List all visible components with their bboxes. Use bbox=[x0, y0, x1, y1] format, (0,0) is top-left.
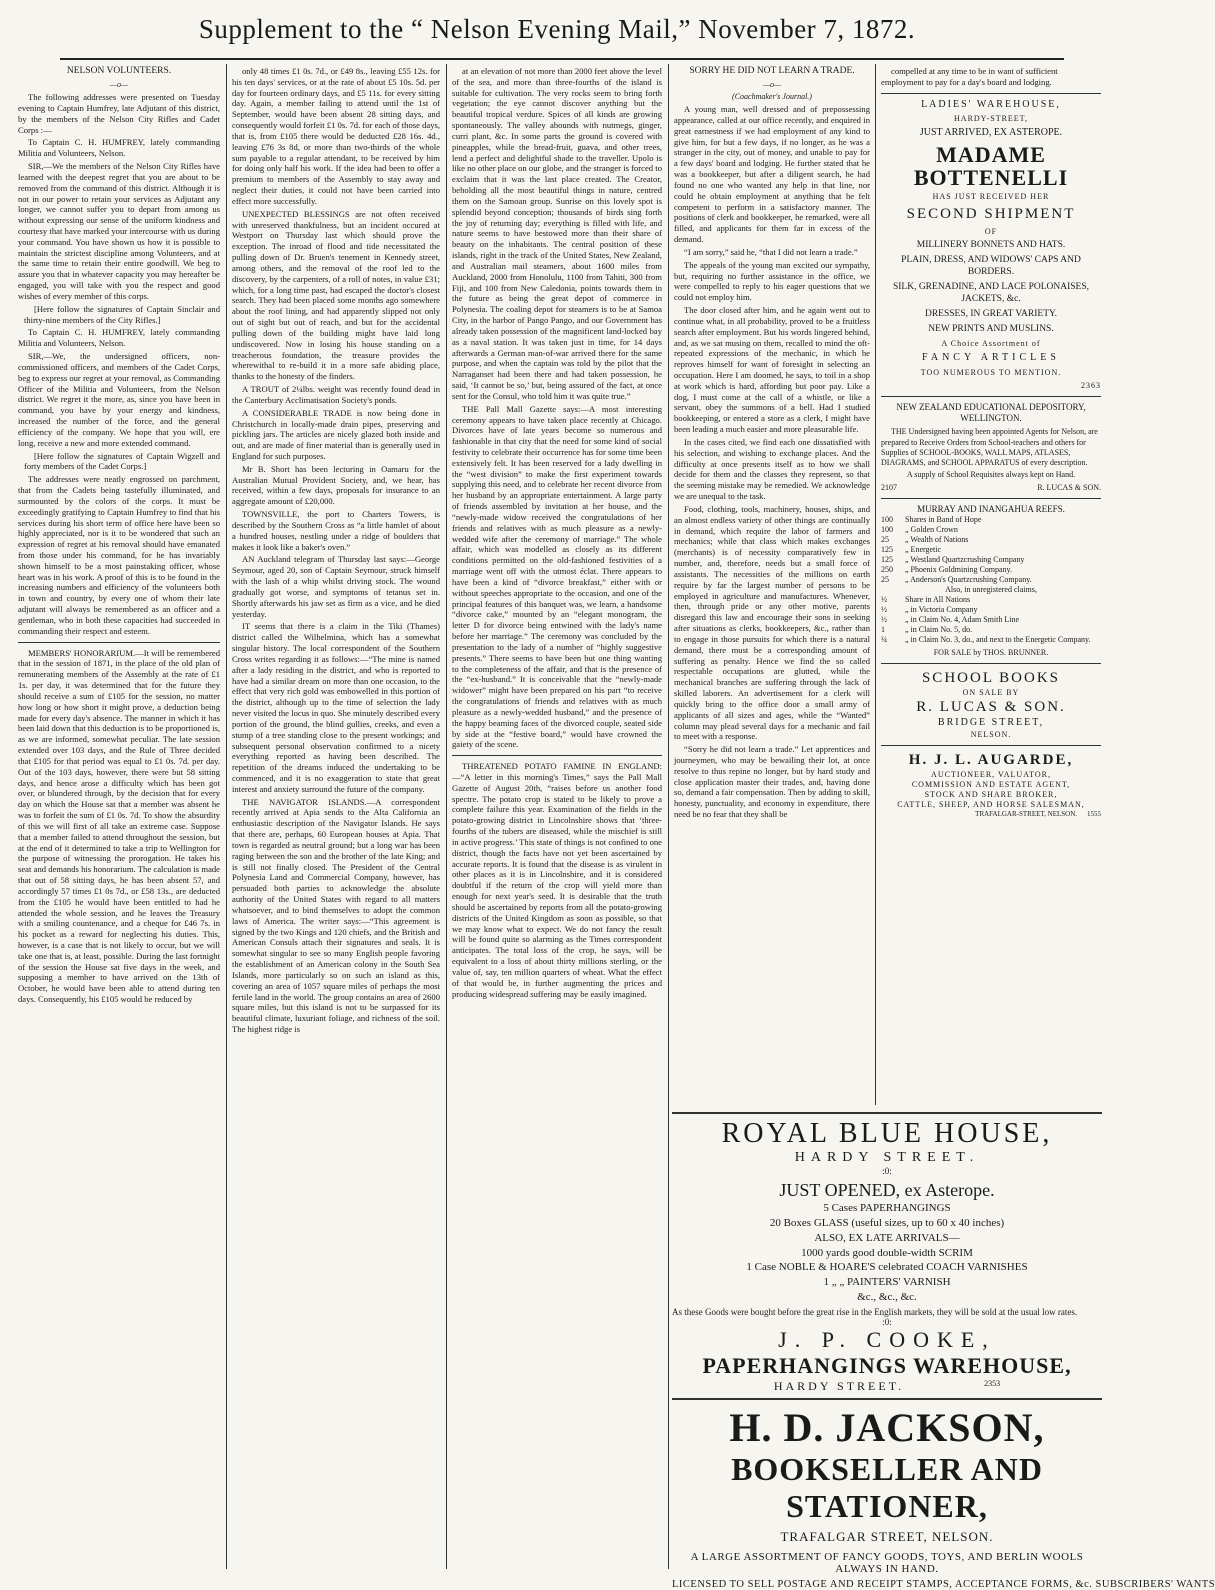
ad-line: SILK, GRENADINE, AND LACE POLONAISES, JACKETS, &c. bbox=[892, 282, 1090, 305]
paragraph: THE NAVIGATOR ISLANDS.—A correspondent recently arrived at Apia sends to the Alta California an enthusiastic description of the Navigator Islands. He says that there are, perhaps, 60 European houses at Apia. That town is regarded as neutral ground; but a long war has been raging between the son and the brother of the late King; and is still not finally closed. The President of the Central Polynesia Land and Commercial Company, however, has persuaded both parties to acknowledge the absolute authority of the United States with regard to all matters whatsoever, and to bind themselves to adopt the common laws of America. The writer says:—“This agreement is signed by the two Kings and 120 chiefs, and the British and American Consuls attach their signatures and seals. It is somewhat singular to see so many English people favoring the establishment of an American colony in the South Sea Islands, more particularly so on such an island as this, covering an area of 1057 square miles of perhaps the most fertile land in the world. The group contains an area of 2600 square miles, but this island is not to be surpassed for its beautiful climate, luxuriant foliage, and richness of the soil. The highest ridge is bbox=[232, 796, 440, 1035]
share-name: „ Energetic bbox=[905, 545, 942, 555]
ad-line: DRESSES, IN GREAT VARIETY. bbox=[924, 309, 1058, 319]
share-count: 250 bbox=[881, 565, 893, 575]
separator bbox=[452, 755, 662, 756]
reef-row bbox=[881, 535, 1101, 545]
ad-line: HARDY STREET. bbox=[794, 1150, 980, 1165]
paragraph: The door closed after him, and he again went out to continue what, in all probability, proved to be a fruitless search after employment. But his words lingered behind, and, as we sat musing on them, recalled to mind the oft-repeated expressions of the mechanic, in which he reproves himself for want of foresight in selecting an occupation. Here I am doomed, he says, to toil in a shop at work which is hard, affording but poor pay. Like a dog, I must come at the call of a whistle, or like a servant, obey the summons of a bell. Had I studied bookkeeping, or entered a store as a clerk, I might have been leading a much easier and more pleasurable life. bbox=[674, 305, 870, 435]
bottom-advertisements bbox=[672, 1108, 1215, 1590]
nz-educational-ad bbox=[881, 402, 1101, 493]
ad-firm: R. LUCAS & SON. bbox=[1037, 482, 1101, 492]
ad-line: JUST OPENED, ex Asterope. bbox=[779, 1180, 995, 1200]
ad-line: LADIES' WAREHOUSE, bbox=[921, 98, 1061, 110]
column-divider bbox=[668, 64, 669, 1569]
masthead: Supplement to the “ Nelson Evening Mail,” November 7, 1872. bbox=[198, 14, 916, 44]
royal-blue-house-title: ROYAL BLUE HOUSE, bbox=[721, 1118, 1053, 1149]
share-name: Shares in Band of Hope bbox=[905, 515, 982, 525]
paragraph: “Sorry he did not learn a trade.” Let apprentices and journeymen, who may be bewailing their lot, at once resolve to thus repine no longer, but by hard study and close application master their trades, and, having done so, demand a fair compensation. Then by adding to skill, honesty, punctuality, and economy in expenditure, there need be no fear that they shall be bbox=[674, 744, 870, 820]
ad-line: STOCK AND SHARE BROKER, bbox=[924, 789, 1058, 799]
ad-line: A Choice Assortment of bbox=[941, 338, 1041, 348]
paragraph: [Here follow the signatures of Captain Sinclair and thirty-nine members of the City Rifles.] bbox=[24, 303, 220, 325]
reef-row bbox=[881, 605, 1101, 615]
ad-line: 1000 yards good double-width SCRIM bbox=[801, 1246, 973, 1259]
ad-line: TRAFALGAR STREET, NELSON. bbox=[780, 1528, 994, 1544]
paragraph: The appeals of the young man excited our sympathy, but, requiring no further assistance in the office, we were compelled to reply to his eager questions that we could not employ him. bbox=[674, 259, 870, 303]
share-name: „ in Claim No. 5, do. bbox=[905, 625, 973, 635]
share-count: 1 bbox=[881, 625, 885, 635]
ad-line: MADAME BOTTENELLI bbox=[913, 141, 1069, 191]
paragraph: The following addresses were presented on Tuesday evening to Captain Humfrey, late Adjutant of this district, by the members of the Nelson City Rifles and Cadet Corps :— bbox=[18, 92, 220, 135]
share-name: „ Golden Crown bbox=[905, 525, 958, 535]
ad-line: FOR SALE by THOS. BRUNNER. bbox=[933, 648, 1049, 658]
ladies-warehouse-ad bbox=[881, 99, 1101, 391]
share-name: „ Wealth of Nations bbox=[905, 535, 969, 545]
ad-line: SCHOOL BOOKS bbox=[921, 670, 1061, 687]
column-3 bbox=[452, 66, 662, 1567]
ad-number: 2107 bbox=[881, 482, 897, 492]
paragraph: MEMBERS' HONORARIUM.—It will be remembered that in the session of 1871, in the place of the old plan of remunerating members of the Assembly at the rate of £1 1s. per day, it was determined that for the future they should receive a sum of £105 for the session, no matter how long or how short it might prove, a deduction being made for every day's absence. The manner in which it has been laid down that this deduction is to be proportioned is, as we are informed, somewhat peculiar. The late session extended over 103 days, and the Rule of Three decided that £105 for that period was equal to £1 0s. 7d. per day. Out of the 103 days, however, there were but 58 sitting days, and hence arose a difficulty which has been got over, or blundered through, by the decision that for every day on which the House sat that a member was absent he was to forfeit the sum of £1 0s. 7d. To show the absurdity of this we will first of all take an extreme case. Suppose that a member failed to attend throughout the session, but at the end of it determined to take a trip to Wellington for the purpose of witnessing the prorogation. He takes his seat and demands his honorarium. The calculation is made that out of 58 sitting days, he has been absent 57, and accordingly 57 times £1 0s 7d., or £58 13s., are deducted from the £105 he would have been entitled to had he attended the whole session, and he leaves the Treasury with a smiling countenance, and a cheque for £46 7s. in his pocket as a reward for neglecting his duties. This, however, is a case that is not likely to occur, but we will take one that is, at least, possible. During the last fortnight of the session the House sat five days in the week, and supposing a member to have arrived on the 13th of October, he would have been able to attend during ten days. Consequently, his £105 would be reduced by bbox=[18, 647, 220, 1005]
ad-line: BRIDGE STREET, bbox=[937, 717, 1045, 728]
paragraph: Food, clothing, tools, machinery, houses, ships, and an almost endless variety of other things are continually in demand, which require the labor of farmers and mechanics; while that class which makes exchanges (merchants) is of necessity comparatively few in number, and, therefore, needs but a small force of assistants. The necessities of the millions on earth require by far the largest number of persons to be employed in agriculture and manufactures. Whenever, then, through pride or any other motive, parents disregard this law and encourage their sons in seeking after situations as clerks, bookkeepers, &c., rather than to engage in those pursuits for which there is a natural demand, there must be a corresponding amount of suffering as penalty. Hence we find the so called respectable occupations are glutted, while the mechanical branches are suffering through the lack of skilled laborers. An advertisement for a clerk will quickly bring to the office door a small army of applicants of all sizes and ages, while the “Wanted” column may plead several days for a mechanic and fail to meet with a response. bbox=[674, 503, 870, 742]
separator bbox=[881, 745, 1101, 746]
ad-line: AUCTIONEER, VALUATOR, bbox=[931, 769, 1051, 779]
ad-line: SECOND SHIPMENT bbox=[906, 206, 1076, 223]
reef-row bbox=[881, 555, 1101, 565]
paragraph: A young man, well dressed and of prepossessing appearance, called at our office recently, and enquired in great earnestness if we had employment of any kind to give him, for but a few days, if no longer, as he was a stranger in the city, out of money, and unable to pay for a few days' board and lodging. He further stated that he was a bookkeeper, but after a diligent search, he had found no one who wanted any help in that line, nor could he obtain employment at anything that he felt competent to perform in a satisfactory manner. The positions of clerk and bookkeeper, he remarked, were all filled, and applicants for them far in excess of the demand. bbox=[674, 104, 870, 245]
ad-line: 20 Boxes GLASS (useful sizes, up to 60 x 40 inches) bbox=[769, 1216, 1005, 1229]
ad-line: CATTLE, SHEEP, AND HORSE SALESMAN, bbox=[897, 799, 1085, 809]
ad-line: PAPERHANGINGS WAREHOUSE, bbox=[702, 1352, 1072, 1378]
ad-line: JUST ARRIVED, EX ASTEROPE. bbox=[919, 127, 1063, 139]
divider: :0: bbox=[882, 1316, 892, 1327]
ad-line: 1 „ „ PAINTERS' VARNISH bbox=[823, 1276, 951, 1289]
share-count: 125 bbox=[881, 555, 893, 565]
paragraph: only 48 times £1 0s. 7d., or £49 8s., leaving £55 12s. for his ten days' services, or at the rate of about £5 10s. 5d. per day for fourteen ordinary days, and £5 11s. for every sitting day. Again, a member failing to attend until the 1st of September, would have been absent 28 sitting days, and consequently would forfeit £1 0s. 7d. for each of those days, that is, from £105 there would be deducted £28 16s. 4d., leaving £76 3s 8d, or more than two-thirds of the whole sum payable to a regular attendant, to be received by him for doing only half his work. If the idea had been to offer a premium to members of the Assembly to stay away and neglect their duties, it could not have been carried into effect more successfully. bbox=[232, 66, 440, 206]
paragraph: To Captain C. H. HUMFREY, lately commanding Militia and Volunteers, Nelson. bbox=[18, 327, 220, 349]
share-count: ½ bbox=[881, 615, 887, 625]
paragraph: SIR,—We the members of the Nelson City Rifles have learned with the deepest regret that you are about to be removed from the command of this district. Although it is not in our power to retain your services as Adjutant any longer, we cannot suffer you to depart from among us without expressing our sense of the uniform kindness and courtesy that have marked your intercourse with us during your command. You have shown us how it is possible to maintain the strictest discipline among Volunteers, and at the same time to retain their entire goodwill. We beg to assure you that in whatever capacity you may hereafter be engaged, you will take with you the respect and good wishes of every member of this corps. bbox=[18, 161, 220, 301]
ad-line: COMMISSION AND ESTATE AGENT, bbox=[911, 779, 1071, 789]
ad-line: Also, in unregistered claims, bbox=[945, 585, 1037, 595]
paragraph: The addresses were neatly engrossed on parchment, that from the Cadets being tastefully illuminated, and surmounted by the colors of the corps. It must be exceedingly gratifying to Captain Humfrey to find that his services during his short term of office here have been so highly appreciated, nor is it to be wondered that such an expression of regret at his removal should have emanated from those under his command, for he has invariably shown himself to be a most painstaking officer, whose heart was in his work. A proof of this is to be found in the increasing numbers and efficiency of the volunteers both in town and country, by every one of whom their late adjutant will always be remembered as an officer and a gentleman, who in both these capacities had succeeded in commanding their respect and esteem. bbox=[18, 474, 220, 636]
article-title: NELSON VOLUNTEERS. bbox=[66, 66, 172, 76]
paragraph: UNEXPECTED BLESSINGS are not often received with unreserved thankfulness, but an incident occured at Westport on Thursday last which should prove the exception. The inroad of flood and tide necessitated the pulling down of Dr. Bruen's tenement in Kennedy street, among others, and the removal of the roof led to the discovery, by the carpenters, of a roll of notes, in value £31; which, for a long time past, had escaped the doctor's closest search. They had been placed some months ago somewhere about the roof lining, and had apparently slipped not only out of sight but out of reach, and but for the accidental pulling down of the building might have laid long undiscovered. Now in losing his house standing on a treacherous foundation, the treasure provides the wherewithal to re-build it in a more safe abiding place, thanks to the honesty of the finders. bbox=[232, 208, 440, 382]
school-books-ad bbox=[881, 669, 1101, 740]
paragraph: A TROUT of 2¼lbs. weight was recently found dead in the Canterbury Acclimatisation Society's ponds. bbox=[232, 384, 440, 405]
reefs-ad bbox=[881, 504, 1101, 658]
paragraph: TOWNSVILLE, the port to Charters Towers, is described by the Southern Cross as “a little hamlet of about a hundred houses, nestling under a ridge of boulders that makes it look like a baker's oven.” bbox=[232, 509, 440, 552]
share-count: 100 bbox=[881, 515, 893, 525]
paragraph: To Captain C. H. HUMFREY, lately commanding Militia and Volunteers, Nelson. bbox=[18, 137, 220, 159]
separator bbox=[18, 642, 220, 643]
ad-line: R. LUCAS & SON. bbox=[916, 699, 1066, 716]
ad-footer bbox=[672, 1379, 1102, 1394]
paragraph: IT seems that there is a claim in the Tiki (Thames) district called the Wilhelmina, which has a somewhat singular history. The local correspondent of the Southern Cross writes regarding it as follows:—“The mine is named after a lady residing in the district, and who is reported to have had a similar dream on more than one occasion, to the effect that very rich gold was embowelled in this portion of the district, although up to the time of selection the lady never visited the locus in quo. She minutely described every portion of the ground, the blind gullies, creeks, and even a stump of a tree standing close to the present workings; and subsequent personal observation confirmed to a nicety everything reported as having been described. The repetition of the dreams induced the undertaking to be commenced, and it is no exaggeration to state that great interest and anxiety surround the future of the company. bbox=[232, 621, 440, 794]
ad-line: H. J. L. AUGARDE, bbox=[908, 751, 1074, 768]
paragraph: In the cases cited, we find each one dissatisfied with his selection, and wishing to exchange places. And the difficulty at once presents itself as to how we shall decide for them and the classes they represent, so that the seeming mistake may be remedied. We acknowledge we are unequal to the task. bbox=[674, 436, 870, 502]
separator bbox=[672, 1398, 1102, 1400]
ad-line: MILLINERY BONNETS AND HATS. bbox=[916, 240, 1066, 251]
separator bbox=[672, 1112, 1102, 1114]
column-1 bbox=[18, 66, 220, 1567]
column-4 bbox=[674, 66, 870, 1105]
ad-number: 2353 bbox=[984, 1378, 1001, 1388]
share-count: ¼ bbox=[881, 635, 887, 645]
ad-line: HARDY-STREET, bbox=[954, 114, 1028, 124]
paragraph: AN Auckland telegram of Thursday last says:—George Seymour, aged 20, son of Captain Seymour, struck himself with the lash of a whip whilst driving stock. The wound gradually got worse, and symptoms of tetanus set in. Shortly afterwards his jaw set as firm as a vice, and he died yesterday. bbox=[232, 554, 440, 619]
ad-line: NEW PRINTS AND MUSLINS. bbox=[928, 323, 1054, 334]
ad-line: HARDY STREET. bbox=[773, 1378, 905, 1393]
title-rule: —o— bbox=[762, 79, 782, 89]
ad-line: TRAFALGAR-STREET, NELSON. bbox=[975, 809, 1077, 818]
reef-rows bbox=[881, 595, 1101, 645]
reef-row bbox=[881, 595, 1101, 605]
ad-line: PLAIN, DRESS, AND WIDOWS' CAPS AND BORDERS. bbox=[901, 255, 1081, 278]
ad-number: 2363 bbox=[1081, 380, 1101, 390]
share-count: 25 bbox=[881, 575, 889, 585]
ad-line: H. D. JACKSON, bbox=[729, 1404, 1045, 1450]
ad-footer bbox=[881, 483, 1101, 493]
ad-line: HAS JUST RECEIVED HER bbox=[932, 192, 1050, 202]
ad-line: MURRAY AND INANGAHUA REEFS. bbox=[917, 503, 1065, 514]
ad-number: 1555 bbox=[1087, 809, 1101, 818]
ad-line: LICENSED TO SELL POSTAGE AND RECEIPT STAMPS, ACCEPTANCE FORMS, &c. SUBSCRIBERS' WANTS bbox=[672, 1578, 1215, 1590]
reef-row bbox=[881, 525, 1101, 535]
paragraph: “I am sorry,” said he, “that I did not learn a trade.” bbox=[684, 246, 858, 257]
ad-line: BOOKSELLER AND STATIONER, bbox=[731, 1450, 1043, 1524]
masthead-rule bbox=[60, 58, 1064, 60]
share-name: „ in Claim No. 3, do., and next to the Energetic Company. bbox=[905, 635, 1091, 645]
ad-line: &c., &c., &c. bbox=[857, 1291, 917, 1304]
reef-row bbox=[881, 575, 1101, 585]
paragraph: Mr B. Short has been lecturing in Oamaru for the Australian Mutual Provident Society, and, we hear, has received, within a few days, proposals for insurance to an aggregate amount of £20,000. bbox=[232, 463, 440, 507]
divider: :0: bbox=[882, 1166, 892, 1176]
reef-row bbox=[881, 625, 1101, 635]
ad-line: ALSO, EX LATE ARRIVALS— bbox=[814, 1231, 960, 1244]
paragraph: THREATENED POTATO FAMINE IN ENGLAND:—“A letter in this morning's Times,” says the Pall Mall Gazette of August 20th, “raises before us another food spectre. The potato crop is stated to be likely to prove a complete failure this year. Examination of the fields in the potato-growing district in Lincolnshire shows that ‘three-fourths of the tubers are diseased, while the mischief is still in active progress.’ This state of things is not confined to one district, though the facts have not yet been ascertained by accurate reports. It is found that the disease is as virulent in other places as it is in Lincolnshire, and it is considered doubtful if the return of the crop will yield more than enough for next year's seed. It is desirable that the truth should be ascertained by reports from all the potato-growing districts of the United Kingdom as soon as possible, so that we may know what to expect. We do not fancy the result will be found quite so alarming as the Times correspondent anticipates. The total loss of the crop, he says, will be equivalent to a loss of about thirty millions sterling, or the value of, say, ten million quarters of wheat. What the effect of that would be, in further augmenting the prices and producing widespread suffering may be easily imagined. bbox=[452, 761, 662, 999]
column-5 bbox=[881, 66, 1101, 1105]
reef-rows bbox=[881, 515, 1101, 585]
title-rule: —o— bbox=[109, 79, 129, 89]
share-name: Share in All Nations bbox=[905, 595, 971, 605]
column-divider bbox=[446, 64, 447, 1569]
ad-line: FANCY ARTICLES bbox=[922, 352, 1060, 364]
separator bbox=[881, 498, 1101, 499]
paragraph: THE Pall Mall Gazette says:—A most interesting ceremony appears to have taken place recently at Chicago. Divorces have of late years become so numerous and fashionable in that city that the need for some kind of social festivity to celebrate their occurrence has for some time been extensively felt. It has been reserved for a lady dwelling in the “west division” to make the first experiment towards supplying this need, and to celebrate her recent divorce from her husband by an appropriate entertainment. A large party of friends assembled by invitation at her house, and the “newly-made widow received the congratulations of her friends and relatives with as much pleasure as a newly-wedded wife after the ceremony of marriage.” The whole affair, which was modelled as closely as its different conditions permitted on the old-fashioned festivities of a marriage went off with the utmost éclat. There appears to have been a kind of “divorce breakfast,” either with or without speeches appropriate to the occasion, and one of the principal features of this banquet was, we learn, a handsome “divorce cake,” mounted by an “elegant monogram, the letter D for divorce being entwined with the lady's name before her marriage.” The ceremony was concluded by the presentation to the lady of a number of “highly suggestive presents.” There seems to have been but one thing wanting to the completeness of the affair, and that is the presence of the “ex-husband.” It is conceivable that the “newly-made widower” might have been prepared on his part “to receive the congratulations of friends and relatives with as much pleasure as a newly-wedded husband,” and the presence of the happy beaming faces of the divorced couple, seated side by side at the “festive board,” would have crowned the gaiety of the scene. bbox=[452, 403, 662, 750]
share-count: ½ bbox=[881, 605, 887, 615]
separator bbox=[881, 396, 1101, 397]
paragraph: at an elevation of not more than 2000 feet above the level of the sea, and more than three-fourths of the island is suitable for cultivation. The very rocks seem to bring forth vegetation; the eye cannot discover anything but the beautiful tropical verdure. Spices of all kinds are growing spontaneously. The valley abounds with nutmegs, ginger, curri plant, &c. In some parts the ground is covered with pineapples, while the bread-fruit, guava, and other trees, lend a perfect and delightful shade to the traveller. Upolo is like no other place on our globe, and the stranger is forced to exclaim that it was the last place created. The Creator, beholding all the most beautiful things in nature, centred them on the Samoan group. Sunrise on this lovely spot is splendid beyond conception; thousands of birds sing forth the joy of returning day; everything is filled with life, and nature seems to have bestowed more than their share of beauty on the inhabitants. The central position of these islands, right in the track of the United States, New Zealand, and Australian mail steamers, about 1600 miles from Auckland, 2000 from Honolulu, 1100 from Tahiti, 300 from Fiji, and 100 from New Caledonia, points towards them in the future as being the great depot of commerce in Polynesia. The coaling depot for steamers is to be at Samoa City, in the harbor of Pango Pango, and our Government has already taken possession of the magnificent land-locked bay as a naval station. It was taken just in time, for 14 days afterwards a German man-of-war arrived there for the same purpose, and when the captain was told by the pilot that the Narraganset had been there and had taken possession, he said, ‘It cannot be so,’ but, being assured of the fact, at once sent for the Consul, who told him it was quite true.” bbox=[452, 66, 662, 401]
ad-line: J. P. COOKE, bbox=[778, 1326, 996, 1352]
paragraph: THE Undersigned having been appointed Agents for Nelson, are prepared to Receive Orders from School-teachers and others for Supplies of SCHOOL-BOOKS, WALL MAPS, ATLASES, DIAGRAMS, and SCHOOL APPARATUS of every description. bbox=[881, 427, 1098, 467]
reef-row bbox=[881, 545, 1101, 555]
ad-line: 1 Case NOBLE & HOARE'S celebrated COACH VARNISHES bbox=[746, 1261, 1028, 1274]
ad-line: TOO NUMEROUS TO MENTION. bbox=[920, 367, 1062, 377]
reef-row bbox=[881, 565, 1101, 575]
share-count: 100 bbox=[881, 525, 893, 535]
ad-line: A supply of School Requisites always kept on Hand. bbox=[906, 469, 1076, 479]
paragraph: SIR,—We, the undersigned officers, non-commissioned officers, and members of the Cadet Corps, beg to express our regret at your removal, as Commanding Officer of the Militia and Volunteers, from the Nelson district. We regret it the more, as, since you have been in command, you have by your energy and kindness, increased the number of the force, and the general efficiency of the company. We hope that you will, ere long, receive a new and more extended command. bbox=[18, 351, 220, 448]
share-name: „ in Victoria Company bbox=[905, 605, 978, 615]
column-2 bbox=[232, 66, 440, 1567]
share-count: 125 bbox=[881, 545, 893, 555]
goods-list bbox=[672, 1201, 1102, 1305]
column-divider bbox=[226, 64, 227, 1569]
share-name: „ in Claim No. 4, Adam Smith Line bbox=[905, 615, 1019, 625]
paragraph: A CONSIDERABLE TRADE is now being done in Christchurch in locally-made drain pipes, preserving and pickling jars. The articles are nicely glazed both inside and out, and are made of finer material than is generally used in England for such purposes. bbox=[232, 407, 440, 461]
ad-line: NELSON. bbox=[970, 729, 1012, 739]
share-name: „ Westland Quartzcrushing Company bbox=[905, 555, 1025, 565]
ad-line: A LARGE ASSORTMENT OF FANCY GOODS, TOYS, AND BERLIN WOOLS ALWAYS IN HAND. bbox=[690, 1550, 1084, 1575]
separator bbox=[881, 93, 1101, 94]
share-name: „ Phoenix Goldmining Company. bbox=[905, 565, 1013, 575]
ad-line: NEW ZEALAND EDUCATIONAL DEPOSITORY, WELLINGTON. bbox=[896, 401, 1086, 424]
separator bbox=[881, 663, 1101, 664]
ad-line: 5 Cases PAPERHANGINGS bbox=[823, 1202, 951, 1214]
ad-note: As these Goods were bought before the great rise in the English markets, they will be sold at the usual low rates. bbox=[672, 1306, 1078, 1317]
reef-row bbox=[881, 615, 1101, 625]
ad-line: OF bbox=[984, 227, 998, 237]
augarde-ad bbox=[881, 751, 1101, 819]
share-count: ½ bbox=[881, 595, 887, 605]
article-source: (Coachmaker's Journal.) bbox=[732, 92, 812, 102]
reef-row bbox=[881, 515, 1101, 525]
paragraph: compelled at any time to be in want of sufficient employment to pay for a day's board and lodging. bbox=[881, 66, 1058, 87]
column-divider bbox=[875, 64, 876, 1105]
reef-row bbox=[881, 635, 1101, 645]
ad-footer bbox=[881, 810, 1101, 819]
paragraph: [Here follow the signatures of Captain Wigzell and forty members of the Cadet Corps.] bbox=[24, 450, 220, 472]
share-count: 25 bbox=[881, 535, 889, 545]
share-name: „ Anderson's Quartzcrushing Company. bbox=[905, 575, 1032, 585]
ad-line: ON SALE BY bbox=[962, 688, 1020, 698]
article-title: SORRY HE DID NOT LEARN A TRADE. bbox=[689, 66, 855, 76]
